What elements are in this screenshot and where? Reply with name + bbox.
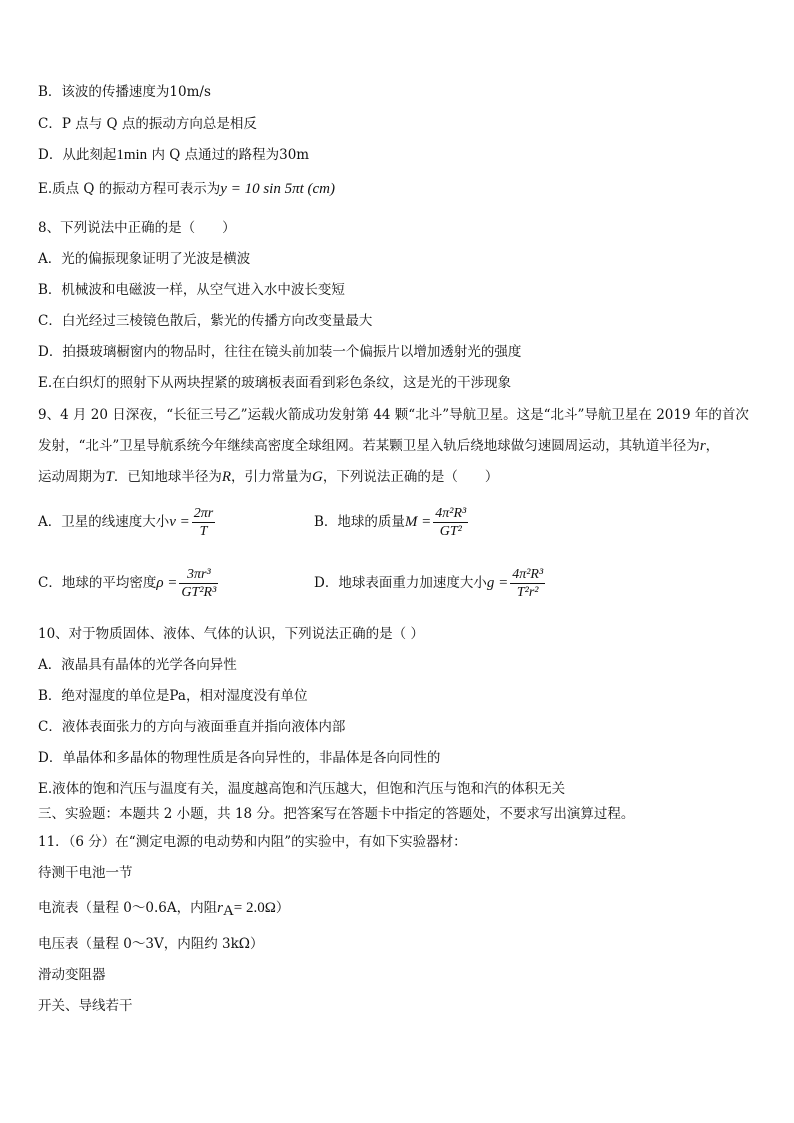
q9-option-d-fraction xyxy=(510,566,545,601)
q9-option-d-lhs: g = xyxy=(486,575,509,591)
q7-option-e xyxy=(38,180,335,198)
q9-option-c-denominator: GT²R³ xyxy=(181,585,217,600)
q9-line3-a: 运动周期为 xyxy=(38,469,106,485)
q9-line3-d: ，下列说法正确的是（ ） xyxy=(322,469,499,485)
q9-option-d-numerator: 4π²R³ xyxy=(512,567,544,582)
q9-option-b-lhs: M = xyxy=(404,514,432,530)
q9-option-c-numerator: 3πr³ xyxy=(179,566,218,584)
q7-option-b: B．该波的传播速度为10m/s xyxy=(38,84,211,100)
q9-stem-line2 xyxy=(38,437,719,455)
q8-option-d: D．拍摄玻璃橱窗内的物品时，往往在镜头前加装一个偏振片以增加透射光的强度 xyxy=(38,344,522,360)
q10-option-e: E.液体的饱和汽压与温度有关，温度越高饱和汽压越大，但饱和汽压与饱和汽的体积无关 xyxy=(38,781,566,797)
q8-stem: 8、下列说法中正确的是（ ） xyxy=(38,220,236,236)
q10-option-d: D．单晶体和多晶体的物理性质是各向异性的，非晶体是各向同性的 xyxy=(38,750,441,766)
q9-option-b xyxy=(314,505,470,540)
q10-option-b: B．绝对湿度的单位是Pa，相对湿度没有单位 xyxy=(38,688,308,704)
q9-option-d-denominator: T²r² xyxy=(516,585,539,600)
q11-ammeter-pre: 电流表（量程 0～0.6A，内阻 xyxy=(38,900,218,916)
q11-ammeter-sub: A xyxy=(222,903,234,919)
q10-option-c: C．液体表面张力的方向与液面垂直并指向液体内部 xyxy=(38,719,346,735)
q8-option-e: E.在白织灯的照射下从两块捏紧的玻璃板表面看到彩色条纹，这是光的干涉现象 xyxy=(38,375,512,391)
q11-item-voltmeter: 电压表（量程 0～3V，内阻约 3kΩ） xyxy=(38,936,264,952)
q9-option-a-fraction xyxy=(192,505,215,540)
q9-option-a xyxy=(38,505,217,540)
q9-line2-comma: ， xyxy=(705,438,720,454)
q11-item-battery: 待测干电池一节 xyxy=(38,865,133,881)
q9-option-c xyxy=(38,566,220,601)
q9-option-c-lhs: ρ = xyxy=(156,575,178,591)
q8-option-a: A．光的偏振现象证明了光波是横波 xyxy=(38,251,251,267)
q9-var-T: T xyxy=(105,469,114,485)
q10-option-a: A．液晶具有晶体的光学各向异性 xyxy=(38,657,237,673)
q7-option-d-pre: D．从此刻起 xyxy=(38,147,117,163)
q10-stem: 10、对于物质固体、液体、气体的认识，下列说法正确的是（ ） xyxy=(38,626,424,642)
q11-item-switch-wires: 开关、导线若干 xyxy=(38,998,133,1014)
q7-option-d-time: 1min xyxy=(116,147,148,163)
q7-option-e-equation: y = 10 sin 5πt (cm) xyxy=(220,181,335,197)
q9-option-a-text: A．卫星的线速度大小 xyxy=(38,514,170,530)
q9-option-a-lhs: v = xyxy=(169,514,190,530)
q9-var-G: G xyxy=(312,469,323,485)
q9-option-a-numerator: 2πr xyxy=(193,506,214,521)
q7-option-e-pre: E.质点 Q 的振动方程可表示为 xyxy=(38,181,221,197)
q9-option-b-numerator: 4π²R³ xyxy=(435,506,467,521)
q9-option-b-text: B．地球的质量 xyxy=(314,514,405,530)
q9-var-r: r xyxy=(699,438,706,454)
q9-option-a-denominator: T xyxy=(199,524,208,539)
q9-stem-line1: 9、4 月 20 日深夜，“长征三号乙”运载火箭成功发射第 44 颗“北斗”导航卫星。这是“北斗”导航卫星在 2019 年的首次 xyxy=(38,407,749,423)
q7-option-d xyxy=(38,146,309,164)
q11-item-ammeter xyxy=(38,899,289,917)
q9-option-b-fraction xyxy=(433,505,468,540)
q9-option-d-text: D．地球表面重力加速度大小 xyxy=(314,575,487,591)
q8-option-c: C．白光经过三棱镜色散后，紫光的传播方向改变量最大 xyxy=(38,313,373,329)
q9-stem-line3 xyxy=(38,468,498,486)
q11-stem: 11．（6 分）在“测定电源的电动势和内阻”的实验中，有如下实验器材： xyxy=(38,834,467,850)
section-3-heading: 三、实验题：本题共 2 小题，共 18 分。把答案写在答题卡中指定的答题处，不要求写出演算过程。 xyxy=(38,806,635,822)
q11-item-rheostat: 滑动变阻器 xyxy=(38,967,106,983)
q11-ammeter-r: r xyxy=(217,900,223,916)
q9-line3-b: ．已知地球半径为 xyxy=(113,469,222,485)
q9-option-b-denominator: GT² xyxy=(439,524,462,539)
q11-ammeter-value: = 2.0Ω xyxy=(233,900,276,916)
q8-option-b: B．机械波和电磁波一样，从空气进入水中波长变短 xyxy=(38,282,345,298)
q9-line3-c: ，引力常量为 xyxy=(231,469,313,485)
q7-option-c: C．P 点与 Q 点的振动方向总是相反 xyxy=(38,116,257,132)
q9-option-c-fraction xyxy=(179,566,218,601)
q11-ammeter-post: ） xyxy=(275,900,290,916)
q9-option-d xyxy=(314,566,547,601)
q9-line2-text: 发射，“北斗”卫星导航系统今年继续高密度全球组网。若某颗卫星入轨后绕地球做匀速圆周运动，其轨道半径为 xyxy=(38,438,700,454)
q9-option-c-text: C．地球的平均密度 xyxy=(38,575,157,591)
q7-option-d-post: 内 Q 点通过的路程为30m xyxy=(147,147,310,163)
q9-var-R: R xyxy=(221,469,232,485)
